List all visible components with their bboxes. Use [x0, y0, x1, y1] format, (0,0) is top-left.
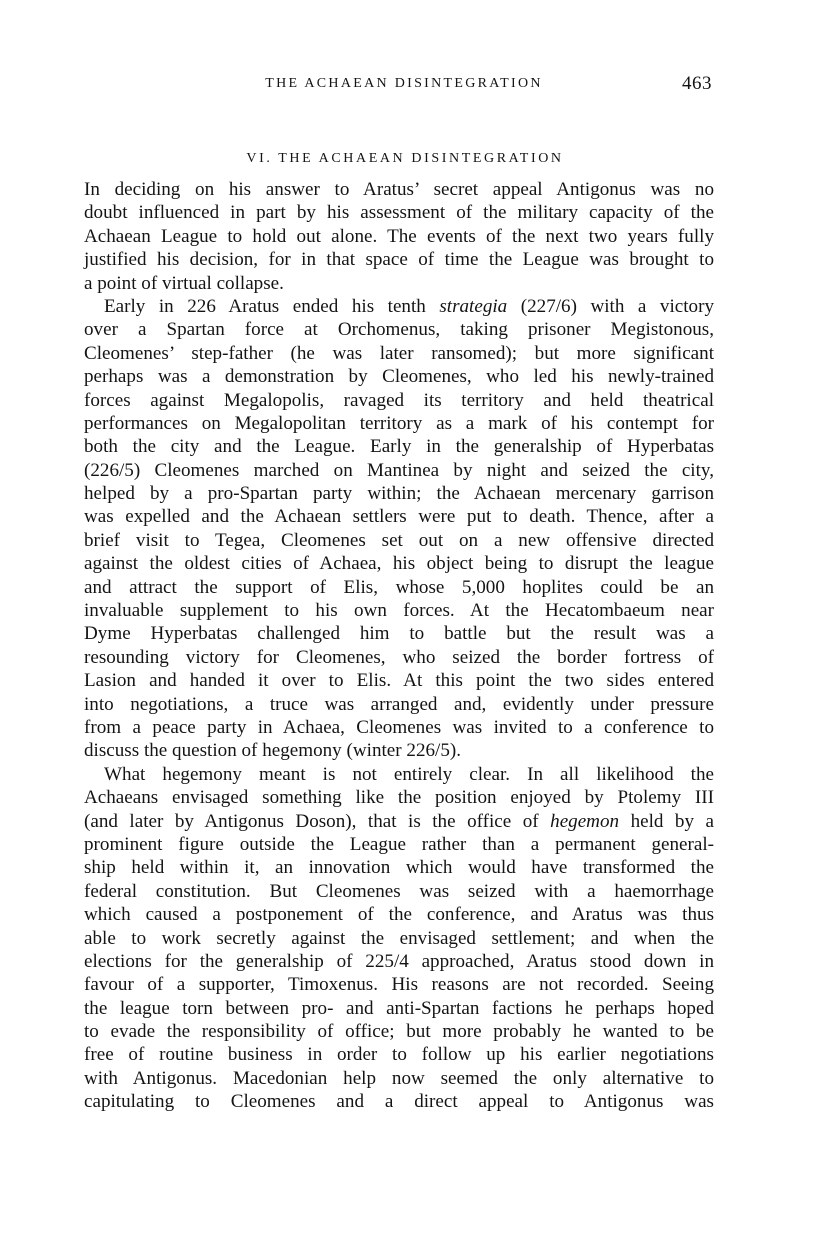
text-line: the league torn between pro- and anti-Spartan factions he perhaps hoped — [84, 997, 714, 1019]
text-line: free of routine business in order to follow up his earlier negotiations — [84, 1044, 714, 1066]
text-line: brief visit to Tegea, Cleomenes set out on a new offensive directed — [84, 529, 714, 551]
text-line: forces against Megalopolis, ravaged its territory and held theatrical — [84, 389, 714, 411]
paragraph — [84, 763, 714, 1114]
text-line: Achaeans envisaged something like the position enjoyed by Ptolemy III — [84, 787, 714, 809]
text-line: which caused a postponement of the conference, and Aratus was thus — [84, 904, 714, 926]
text-line: Dyme Hyperbatas challenged him to battle but the result was a — [84, 623, 714, 645]
text-line: resounding victory for Cleomenes, who seized the border fortress of — [84, 646, 714, 668]
text-line: justified his decision, for in that space of time the League was brought to — [84, 249, 714, 271]
italic-term: hegemon — [550, 810, 620, 832]
text-line: federal constitution. But Cleomenes was seized with a haemorrhage — [84, 880, 714, 902]
text-line: discuss the question of hegemony (winter 226/5). — [84, 740, 462, 762]
text-line: (226/5) Cleomenes marched on Mantinea by night and seized the city, — [84, 459, 714, 481]
running-head-title: THE ACHAEAN DISINTEGRATION — [265, 76, 543, 91]
text-line: capitulating to Cleomenes and a direct appeal to Antigonus was — [84, 1091, 714, 1113]
page-number: 463 — [682, 73, 712, 94]
text-line: was expelled and the Achaean settlers were put to death. Thence, after a — [84, 506, 714, 528]
text-line: Cleomenes’ step-father (he was later ransomed); but more significant — [84, 342, 714, 364]
text-line: What hegemony meant is not entirely clear. In all likelihood the — [104, 763, 714, 785]
text-line: from a peace party in Achaea, Cleomenes was invited to a conference to — [84, 716, 714, 738]
text-line: helped by a pro-Spartan party within; the Achaean mercenary garrison — [84, 483, 714, 505]
paragraph — [84, 295, 714, 763]
text-line: over a Spartan force at Orchomenus, taking prisoner Megistonous, — [84, 319, 714, 341]
text-line: elections for the generalship of 225/4 approached, Aratus stood down in — [84, 950, 714, 972]
text-line: perhaps was a demonstration by Cleomenes, who led his newly-trained — [84, 366, 714, 388]
section-heading: VI. THE ACHAEAN DISINTEGRATION — [246, 151, 564, 166]
text-line: doubt influenced in part by his assessment of the military capacity of the — [84, 202, 714, 224]
text-line: both the city and the League. Early in the generalship of Hyperbatas — [84, 436, 714, 458]
text-line: against the oldest cities of Achaea, his object being to disrupt the league — [84, 553, 714, 575]
text-line: Early in 226 Aratus ended his tenth strategia (227/6) with a victory — [104, 295, 714, 317]
text-line: In deciding on his answer to Aratus’ secret appeal Antigonus was no — [84, 179, 714, 200]
text-line: prominent figure outside the League rather than a permanent general- — [84, 833, 714, 855]
text-line: with Antigonus. Macedonian help now seemed the only alternative to — [84, 1067, 714, 1089]
italic-term: strategia — [439, 295, 508, 317]
text-line: a point of virtual collapse. — [84, 272, 284, 294]
running-head — [84, 73, 714, 100]
text-line: to evade the responsibility of office; but more probably he wanted to be — [84, 1021, 714, 1043]
text-line: Lasion and handed it over to Elis. At this point the two sides entered — [84, 670, 714, 692]
text-line: favour of a supporter, Timoxenus. His reasons are not recorded. Seeing — [84, 974, 714, 996]
body-text — [84, 178, 714, 1114]
text-line: able to work secretly against the envisaged settlement; and when the — [84, 927, 714, 949]
text-line: invaluable supplement to his own forces. At the Hecatombaeum near — [84, 600, 714, 622]
text-line: (and later by Antigonus Doson), that is the office of hegemon held by a — [84, 810, 714, 832]
text-line: ship held within it, an innovation which would have transformed the — [84, 857, 714, 879]
text-line: Achaean League to hold out alone. The events of the next two years fully — [84, 225, 714, 247]
text-line: into negotiations, a truce was arranged and, evidently under pressure — [84, 693, 714, 715]
text-line: performances on Megalopolitan territory as a mark of his contempt for — [84, 412, 714, 434]
text-line: and attract the support of Elis, whose 5,000 hoplites could be an — [84, 576, 714, 598]
paragraph — [84, 178, 714, 295]
